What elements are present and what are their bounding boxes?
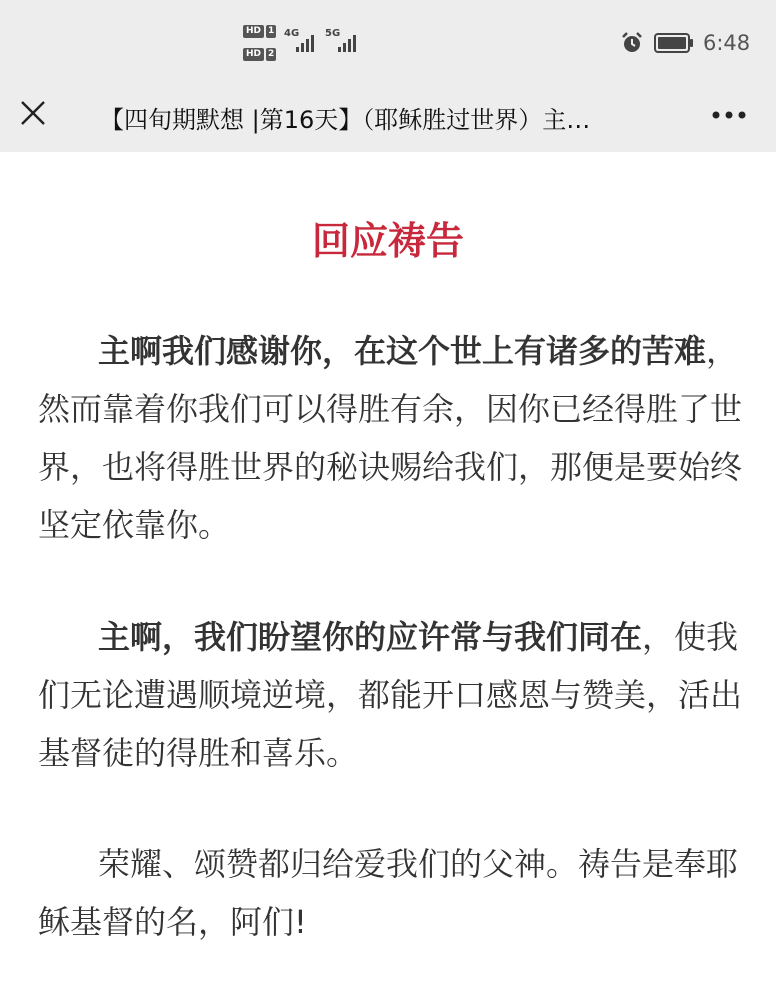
hd-badge-sim2: HD xyxy=(243,48,264,61)
sim2-network-label: 5G xyxy=(325,28,341,39)
prayer-paragraph-1 xyxy=(38,322,748,554)
prayer-paragraph-2 xyxy=(38,608,748,782)
paragraph-3-text: 荣耀、颂赞都归给爱我们的父神。祷告是奉耶稣基督的名，阿们! xyxy=(38,845,739,941)
prayer-paragraph-3 xyxy=(38,835,748,951)
sim2-slot: 2 xyxy=(268,49,275,59)
page-title: 【四旬期默想 |第16天】（耶稣胜过世界）主… xyxy=(100,106,591,134)
alarm-clock-icon xyxy=(621,32,643,54)
paragraph-2-text: ，使我们无论遭遇顺境逆境，都能开口感恩与赞美，活出基督徒的得胜和喜乐。 xyxy=(38,618,743,772)
status-bar xyxy=(0,0,776,82)
paragraph-2-bold: 主啊，我们盼望你的应许常与我们同在 xyxy=(98,618,643,656)
section-heading: 回应祷告 xyxy=(311,219,464,263)
signal-bars-sim2-icon xyxy=(338,34,356,52)
hd-badge-sim1: HD xyxy=(243,25,264,38)
close-icon[interactable] xyxy=(20,100,46,126)
sim1-network-label: 4G xyxy=(284,28,300,39)
nav-bar xyxy=(0,82,776,152)
status-time: 6:48 xyxy=(703,31,751,55)
signal-bars-sim1-icon xyxy=(296,34,314,52)
battery-icon xyxy=(654,33,694,53)
more-options-icon[interactable] xyxy=(711,110,747,120)
sim1-slot: 1 xyxy=(268,26,275,36)
sim-indicators xyxy=(243,24,279,70)
paragraph-1-bold: 主啊我们感谢你，在这个世上有诸多的苦难 xyxy=(98,332,707,370)
paragraph-1-text: ，然而靠着你我们可以得胜有余，因你已经得胜了世界，也将得胜世界的秘诀赐给我们，那便是要始终坚定依靠你。 xyxy=(38,332,743,544)
